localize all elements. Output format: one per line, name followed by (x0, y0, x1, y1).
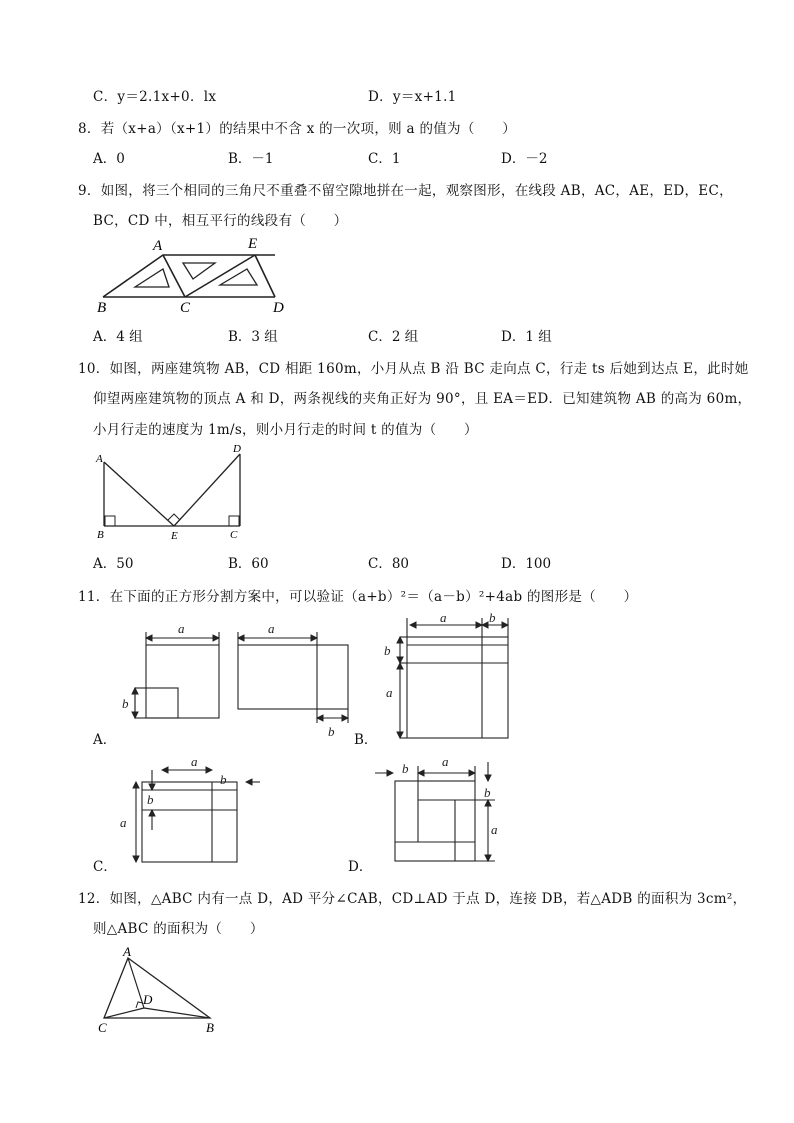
q12-stem-line2: 则△ABC 的面积为（ ） (93, 921, 264, 937)
q9-label-a: A (153, 238, 163, 254)
q9-option-b: B．3 组 (228, 329, 278, 345)
q8-option-c: C．1 (368, 151, 401, 167)
q12-stem-line1: 12．如图，△ABC 内有一点 D，AD 平分∠CAB，CD⊥AD 于点 D，连接 DB，若△ADB 的面积为 3cm²， (78, 891, 747, 907)
q8-option-a: A．0 (93, 151, 125, 167)
q11-a-label-b1: b (122, 696, 129, 711)
q10-option-b: B．60 (228, 556, 269, 572)
q9-label-d: D (273, 300, 284, 316)
q8-option-b: B．－1 (228, 151, 274, 167)
q11-option-c: C． (93, 859, 117, 875)
q12-label-a: A (123, 944, 131, 959)
q11-c-label-b2: b (147, 792, 154, 807)
q10-label-e: E (171, 530, 178, 542)
q9-figure (95, 235, 295, 315)
q11-a-label-a1: a (178, 621, 185, 636)
q11-a-label-a2: a (268, 621, 275, 636)
q8-option-d: D．－2 (501, 151, 548, 167)
q11-c-label-b1: b (220, 772, 227, 787)
q9-option-a: A．4 组 (93, 329, 143, 345)
q9-option-c: C．2 组 (368, 329, 419, 345)
q8-stem: 8．若（x+a）（x+1）的结果中不含 x 的一次项，则 a 的值为（ ） (78, 121, 517, 137)
q10-option-c: C．80 (368, 556, 410, 572)
q9-stem-line1: 9．如图，将三个相同的三角尺不重叠不留空隙地拼在一起，观察图形，在线段 AB，AC，AE，ED，EC， (78, 183, 733, 199)
q10-stem-line1: 10．如图，两座建筑物 AB，CD 相距 160m，小月从点 B 沿 BC 走向点 C，行走 ts 后她到达点 E，此时她 (78, 361, 749, 377)
q12-figure (92, 942, 252, 1037)
q10-stem-line2: 仰望两座建筑物的顶点 A 和 D，两条视线的夹角正好为 90°，且 EA＝ED．已知建筑物 AB 的高为 60m， (93, 391, 752, 407)
q11-d-label-b1: b (402, 761, 409, 776)
q11-d-label-a1: a (442, 754, 449, 769)
q9-label-e: E (248, 236, 258, 252)
q11-option-b: B． (354, 732, 378, 748)
q12-label-c: C (98, 1020, 107, 1035)
q10-option-d: D．100 (501, 556, 552, 572)
q9-label-b: B (97, 300, 107, 316)
q11-a-label-b2: b (328, 724, 335, 739)
q9-option-d: D．1 组 (501, 329, 552, 345)
q10-label-d: D (233, 443, 241, 455)
q10-label-b: B (97, 529, 104, 541)
q11-b-label-a1: a (440, 610, 447, 625)
q11-figures (0, 600, 794, 880)
q11-b-label-b1: b (489, 610, 496, 625)
q9-label-c: C (180, 300, 191, 316)
q10-figure (92, 442, 252, 542)
q11-option-a: A． (93, 732, 117, 748)
q11-c-label-a2: a (120, 815, 127, 830)
q12-label-b: B (206, 1020, 214, 1035)
q11-option-d: D． (348, 859, 373, 875)
q11-d-label-a2: a (491, 822, 498, 837)
q11-c-label-a1: a (191, 754, 198, 769)
q11-d-label-b2: b (484, 785, 491, 800)
q11-stem: 11．在下面的正方形分割方案中，可以验证（a+b）²＝（a－b）²+4ab 的图形是（ ） (78, 589, 638, 605)
q11-b-label-b2: b (384, 643, 391, 658)
q10-label-a: A (96, 453, 103, 465)
q10-label-c: C (230, 529, 238, 541)
q10-stem-line3: 小月行走的速度为 1m/s，则小月行走的时间 t 的值为（ ） (93, 422, 478, 438)
q12-label-d: D (143, 992, 153, 1007)
q10-option-a: A．50 (93, 556, 134, 572)
q11-b-label-a2: a (386, 685, 393, 700)
q7-option-c: C．y＝2.1x+0．lx (93, 89, 217, 105)
q7-option-d: D．y＝x+1.1 (368, 89, 457, 105)
q9-stem-line2: BC，CD 中，相互平行的线段有（ ） (93, 213, 348, 229)
